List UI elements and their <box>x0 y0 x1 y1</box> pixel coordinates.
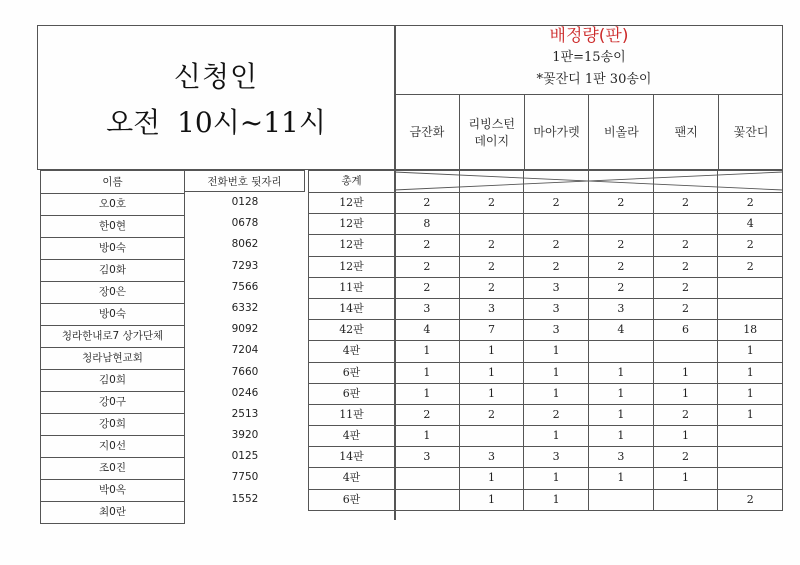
allocation-cell: 1 <box>746 407 754 421</box>
allocation-cell: 1 <box>460 490 525 510</box>
column-header-pansy: 팬지 <box>654 95 719 170</box>
allocation-cell: 2 <box>395 235 460 255</box>
allocation-cell <box>654 214 719 234</box>
blank-header-cell <box>460 171 525 192</box>
allocation-header <box>395 25 783 95</box>
page-title: 신청인 <box>173 59 259 93</box>
name-column <box>40 170 185 524</box>
allocation-grid <box>308 170 783 511</box>
blank-header-cell <box>718 171 782 192</box>
allocation-cell: 6 <box>654 320 719 340</box>
allocation-cell: 1 <box>589 468 654 488</box>
allocation-cell <box>718 468 782 488</box>
allocation-cell: 2 <box>460 278 525 298</box>
allocation-cell: 2 <box>524 405 589 425</box>
phone-last-digits: 9092 <box>231 323 259 336</box>
phone-last-digits: 7750 <box>231 471 259 484</box>
allocation-cell: 2 <box>654 299 719 319</box>
allocation-cell: 1 <box>746 365 754 379</box>
allocation-cell: 2 <box>654 257 719 277</box>
allocation-cell: 1 <box>654 384 719 404</box>
allocation-cell: 1 <box>589 363 654 383</box>
allocation-cell: 2 <box>395 257 460 277</box>
allocation-cell: 1 <box>654 363 719 383</box>
blank-header-cell <box>654 171 719 192</box>
allocation-cell: 3 <box>524 320 589 340</box>
time-slot-title: 오전 10시~11시 <box>106 105 326 139</box>
phone-last-digits: 2513 <box>231 407 259 420</box>
column-header-phlox: 꽃잔디 <box>733 125 769 139</box>
total-cell: 6판 <box>309 363 395 383</box>
phone-last-digits: 7204 <box>231 344 259 357</box>
allocation-cell <box>524 214 589 234</box>
allocation-cell: 3 <box>589 447 654 467</box>
total-cell: 11판 <box>309 278 395 298</box>
table-row <box>309 192 782 213</box>
phone-last-digits: 0128 <box>231 196 259 208</box>
column-header-marigold: 금잔화 <box>395 95 460 170</box>
applicant-name: 김0화 <box>41 259 184 281</box>
allocation-cell: 2 <box>395 278 460 298</box>
allocation-cell: 1 <box>395 363 460 383</box>
table-row <box>309 404 782 425</box>
phone-last-digits: 0678 <box>231 217 259 230</box>
column-header-total: 총계 <box>309 171 395 192</box>
total-cell: 11판 <box>309 405 395 425</box>
phone-column <box>185 170 305 510</box>
allocation-cell: 2 <box>589 278 654 298</box>
allocation-cell <box>654 341 719 361</box>
allocation-cell: 2 <box>395 405 460 425</box>
allocation-cell <box>589 490 654 510</box>
total-cell: 14판 <box>309 447 395 467</box>
allocation-cell: 2 <box>746 238 754 252</box>
allocation-cell: 2 <box>460 257 525 277</box>
allocation-cell: 2 <box>589 235 654 255</box>
applicant-name: 장0은 <box>41 281 184 303</box>
allocation-cell: 4 <box>395 320 460 340</box>
allocation-cell: 18 <box>743 323 758 337</box>
applicant-name: 청라한내로7 상가단체 <box>41 325 184 347</box>
total-cell: 12판 <box>309 193 395 213</box>
allocation-cell: 1 <box>395 426 460 446</box>
allocation-cell: 2 <box>524 235 589 255</box>
allocation-cell: 1 <box>589 384 654 404</box>
allocation-cell <box>718 426 782 446</box>
allocation-cell: 1 <box>524 341 589 361</box>
allocation-cell <box>654 490 719 510</box>
allocation-cell: 2 <box>746 492 754 506</box>
applicant-name: 방0숙 <box>41 237 184 259</box>
table-row <box>309 277 782 298</box>
table-row <box>309 362 782 383</box>
applicant-name: 지0선 <box>41 435 184 457</box>
allocation-cell <box>589 341 654 361</box>
allocation-cell: 1 <box>654 468 719 488</box>
allocation-cell: 2 <box>654 447 719 467</box>
total-cell: 6판 <box>309 490 395 510</box>
applicant-name: 청라남현교회 <box>41 347 184 369</box>
applicant-name: 오0호 <box>41 193 184 215</box>
applicant-name: 한0현 <box>41 215 184 237</box>
total-cell: 4판 <box>309 341 395 361</box>
allocation-cell: 3 <box>524 447 589 467</box>
applicant-name: 조0진 <box>41 457 184 479</box>
allocation-cell: 3 <box>395 299 460 319</box>
total-cell: 4판 <box>309 468 395 488</box>
total-cell: 12판 <box>309 214 395 234</box>
total-cell: 6판 <box>309 384 395 404</box>
allocation-cell: 2 <box>746 196 754 209</box>
allocation-cell: 1 <box>460 363 525 383</box>
allocation-cell: 2 <box>589 257 654 277</box>
allocation-cell: 2 <box>654 278 719 298</box>
blank-header-cell <box>524 171 589 192</box>
allocation-cell: 1 <box>589 405 654 425</box>
total-cell: 42판 <box>309 320 395 340</box>
column-header-phone: 전화번호 뒷자리 <box>185 170 305 192</box>
phone-last-digits: 8062 <box>231 238 259 251</box>
allocation-cell: 1 <box>654 426 719 446</box>
allocation-cell <box>460 426 525 446</box>
allocation-cell: 1 <box>460 468 525 488</box>
table-row <box>309 319 782 340</box>
allocation-cell: 3 <box>524 299 589 319</box>
applicant-name: 박0옥 <box>41 479 184 501</box>
allocation-cell: 1 <box>524 490 589 510</box>
table-row <box>309 489 782 510</box>
allocation-cell: 1 <box>395 341 460 361</box>
allocation-cell <box>589 214 654 234</box>
phone-last-digits: 7660 <box>231 365 259 378</box>
table-row <box>309 425 782 446</box>
allocation-cell <box>718 278 782 298</box>
applicant-name: 최0란 <box>41 501 184 523</box>
table-row <box>309 298 782 319</box>
table-row <box>309 256 782 277</box>
allocation-cell: 4 <box>589 320 654 340</box>
allocation-cell: 2 <box>654 193 719 213</box>
column-header-livingstone-daisy: 리빙스턴 데이지 <box>460 95 525 170</box>
title-block <box>37 25 395 170</box>
allocation-title: 배정량(판) <box>549 26 629 46</box>
allocation-cell: 1 <box>746 386 754 400</box>
flower-column-headers <box>395 95 783 170</box>
allocation-cell: 1 <box>589 426 654 446</box>
allocation-cell: 1 <box>746 344 754 358</box>
column-header-name: 이름 <box>41 170 184 193</box>
allocation-cell: 3 <box>460 447 525 467</box>
blank-header-cell <box>395 171 460 192</box>
table-row <box>309 446 782 467</box>
table-row <box>309 234 782 255</box>
allocation-cell: 1 <box>395 384 460 404</box>
allocation-cell: 1 <box>460 384 525 404</box>
allocation-note-phlox: *꽃잔디 1판 30송이 <box>536 72 652 87</box>
phone-last-digits: 6332 <box>231 301 259 314</box>
allocation-cell <box>395 468 460 488</box>
allocation-cell: 1 <box>460 341 525 361</box>
allocation-cell: 2 <box>746 259 754 273</box>
allocation-cell: 3 <box>524 278 589 298</box>
phone-last-digits: 0246 <box>231 386 259 399</box>
allocation-cell: 2 <box>589 193 654 213</box>
phone-last-digits: 3920 <box>231 429 259 442</box>
allocation-cell: 2 <box>524 257 589 277</box>
allocation-cell: 2 <box>460 235 525 255</box>
allocation-cell: 2 <box>395 193 460 213</box>
allocation-cell: 2 <box>524 193 589 213</box>
allocation-cell: 3 <box>460 299 525 319</box>
applicant-name: 김0희 <box>41 369 184 391</box>
allocation-cell: 3 <box>395 447 460 467</box>
total-cell: 4판 <box>309 426 395 446</box>
total-cell: 14판 <box>309 299 395 319</box>
allocation-cell: 1 <box>524 384 589 404</box>
allocation-cell: 2 <box>460 193 525 213</box>
column-header-marguerite: 마아가렛 <box>525 95 590 170</box>
allocation-note-unit: 1판=15송이 <box>552 50 626 65</box>
allocation-cell <box>718 299 782 319</box>
phone-last-digits: 7566 <box>231 280 259 293</box>
allocation-cell <box>460 214 525 234</box>
allocation-cell <box>718 447 782 467</box>
allocation-cell: 2 <box>460 405 525 425</box>
applicant-name: 강0구 <box>41 391 184 413</box>
allocation-cell: 1 <box>524 363 589 383</box>
allocation-cell <box>395 490 460 510</box>
allocation-cell: 2 <box>654 405 719 425</box>
phone-last-digits: 0125 <box>231 450 259 463</box>
table-row <box>309 213 782 234</box>
column-header-viola: 비올라 <box>589 95 654 170</box>
applicant-name: 방0숙 <box>41 303 184 325</box>
phone-last-digits: 7293 <box>231 259 259 272</box>
allocation-cell: 1 <box>524 468 589 488</box>
allocation-cell: 2 <box>654 235 719 255</box>
allocation-cell: 4 <box>746 217 754 231</box>
total-cell: 12판 <box>309 235 395 255</box>
allocation-cell: 8 <box>395 214 460 234</box>
grid-header-row <box>309 170 782 192</box>
phone-last-digits: 1552 <box>231 492 259 505</box>
table-row <box>309 467 782 488</box>
allocation-cell: 1 <box>524 426 589 446</box>
table-row <box>309 383 782 404</box>
allocation-cell: 7 <box>460 320 525 340</box>
total-cell: 12판 <box>309 257 395 277</box>
table-row <box>309 340 782 361</box>
blank-header-cell <box>589 171 654 192</box>
allocation-cell: 3 <box>589 299 654 319</box>
applicant-name: 강0희 <box>41 413 184 435</box>
